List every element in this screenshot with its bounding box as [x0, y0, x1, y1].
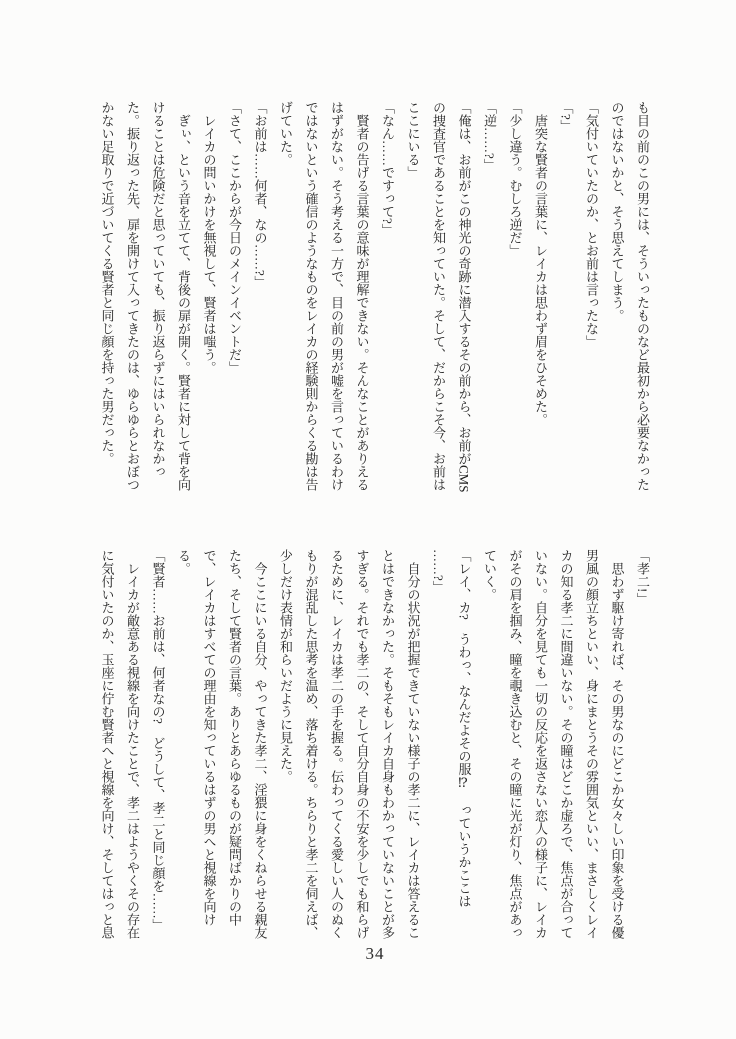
- text-line: はずがない。そう考える一方で、目の前の男が嘘を言っているわけ: [329, 101, 344, 491]
- text-line: 「気付いていたのか、とお前は言ったな」: [584, 101, 599, 348]
- text-line: 唐突な賢者の言葉に、レイカは思わず眉をひそめた。: [533, 101, 548, 426]
- text-line: 賢者の告げる言葉の意味が理解できない。そんなことがありえる: [354, 101, 370, 491]
- text-line: たち、そして賢者の言葉。ありとあらゆるものが疑問ばかりの中: [227, 549, 242, 926]
- text-line: る。: [176, 549, 191, 575]
- text-line: 「賢者……お前は、何者なの? どうして、孝二と同じ顔を……」: [150, 549, 166, 932]
- text-line: がその肩を掴み、瞳を覗き込むと、その瞳に光が灯り、焦点があっ: [507, 549, 523, 939]
- text-line: 思わず駆け寄れば、その男なのにどこか女々しい印象を受ける優: [609, 549, 625, 939]
- text-line: ではないという確信のようなものをレイカの経験則からくる勘は告: [303, 101, 319, 491]
- text-line: ここにいる」: [405, 101, 421, 179]
- text-line: に気付いたのか、玉座に佇む賢者へと視線を向け、そしてはっと息: [99, 549, 115, 939]
- text-line: いない。自分を見ても一切の反応を返さない恋人の様子に、レイカ: [533, 549, 548, 939]
- text-line: 自分の状況が把握できていない様子の孝二に、レイカは答えるこ: [405, 549, 421, 939]
- text-line: のではないかと、そう思えてしまう。: [609, 101, 625, 322]
- text-line: ぎぃ、という音を立てて、背後の扉が開く。賢者に対して背を向: [176, 101, 191, 491]
- text-line: るために、レイカは孝二の手を握る。伝わってくる愛しい人のぬく: [329, 549, 344, 939]
- text-block-bottom: [94, 549, 655, 947]
- text-line: も目の前のこの男には、そういったものなど最初から必要なかった: [635, 101, 650, 491]
- text-line: で、レイカはすべての理由を知っているはずの男へと視線を向け: [201, 549, 217, 926]
- text-line: た。振り返った先、扉を開けて入ってきたのは、ゆらゆらとおぼつ: [125, 101, 140, 491]
- text-line: 「逆……?」: [482, 101, 497, 172]
- text-line: レイカが敵意ある視線を向けたことで、孝二はようやくその存在: [125, 549, 140, 939]
- text-line: もりが混乱した思考を温め、落ち着ける。ちらりと孝二を伺えば、: [303, 549, 319, 939]
- text-line: 「少し違う。むしろ逆だ」: [507, 101, 523, 257]
- text-line: 「俺は、お前がこの神光の奇跡に潜入するその前から、お前がCMS: [456, 101, 472, 493]
- text-line: ……?」: [431, 549, 446, 594]
- text-line: 「孝二!」: [635, 549, 650, 606]
- text-line: 「レイ、カ? うわっ、なんだよその服⁉ っていうかここは: [456, 549, 472, 908]
- page-number: 34: [365, 944, 385, 963]
- text-line: げていた。: [278, 101, 293, 166]
- text-line: 男風の顔立ちといい、身にまとうその雰囲気といい、まさしくレイ: [584, 549, 599, 939]
- text-line: 「なん……ですって?」: [380, 101, 395, 237]
- text-line: レイカの問いかけを無視して、賢者は嗤う。: [201, 101, 217, 374]
- text-line: かない足取りで近づいてくる賢者と同じ顔を持った男だった。: [99, 101, 115, 465]
- text-line: 「お前は……何者、なの……?」: [252, 101, 268, 289]
- text-line: 今ここにいる自分、やってきた孝二、淫猥に身をくねらせる親友: [252, 549, 268, 939]
- text-line: すぎる。それでも孝二の、そして自分自身の不安を少しでも和らげ: [354, 549, 370, 939]
- text-line: 「?」: [558, 101, 574, 133]
- text-line: ていく。: [482, 549, 497, 601]
- text-line: カの知る孝二に間違いない。その瞳はどこか虚ろで、焦点が合って: [558, 549, 574, 939]
- text-line: けることは危険だと思っていても、振り返らずにはいられなかっ: [150, 101, 166, 478]
- text-block-top: [94, 101, 655, 499]
- text-line: とはできなかった。そもそもレイカ自身もわかっていないことが多: [380, 549, 395, 939]
- text-line: の捜査官であることを知っていた。そして、だからこそ今、お前は: [431, 101, 446, 491]
- text-line: 少しだけ表情が和らいだように見えた。: [278, 549, 293, 783]
- text-line: 「さて、ここからが今日のメインイベントだ」: [227, 101, 242, 374]
